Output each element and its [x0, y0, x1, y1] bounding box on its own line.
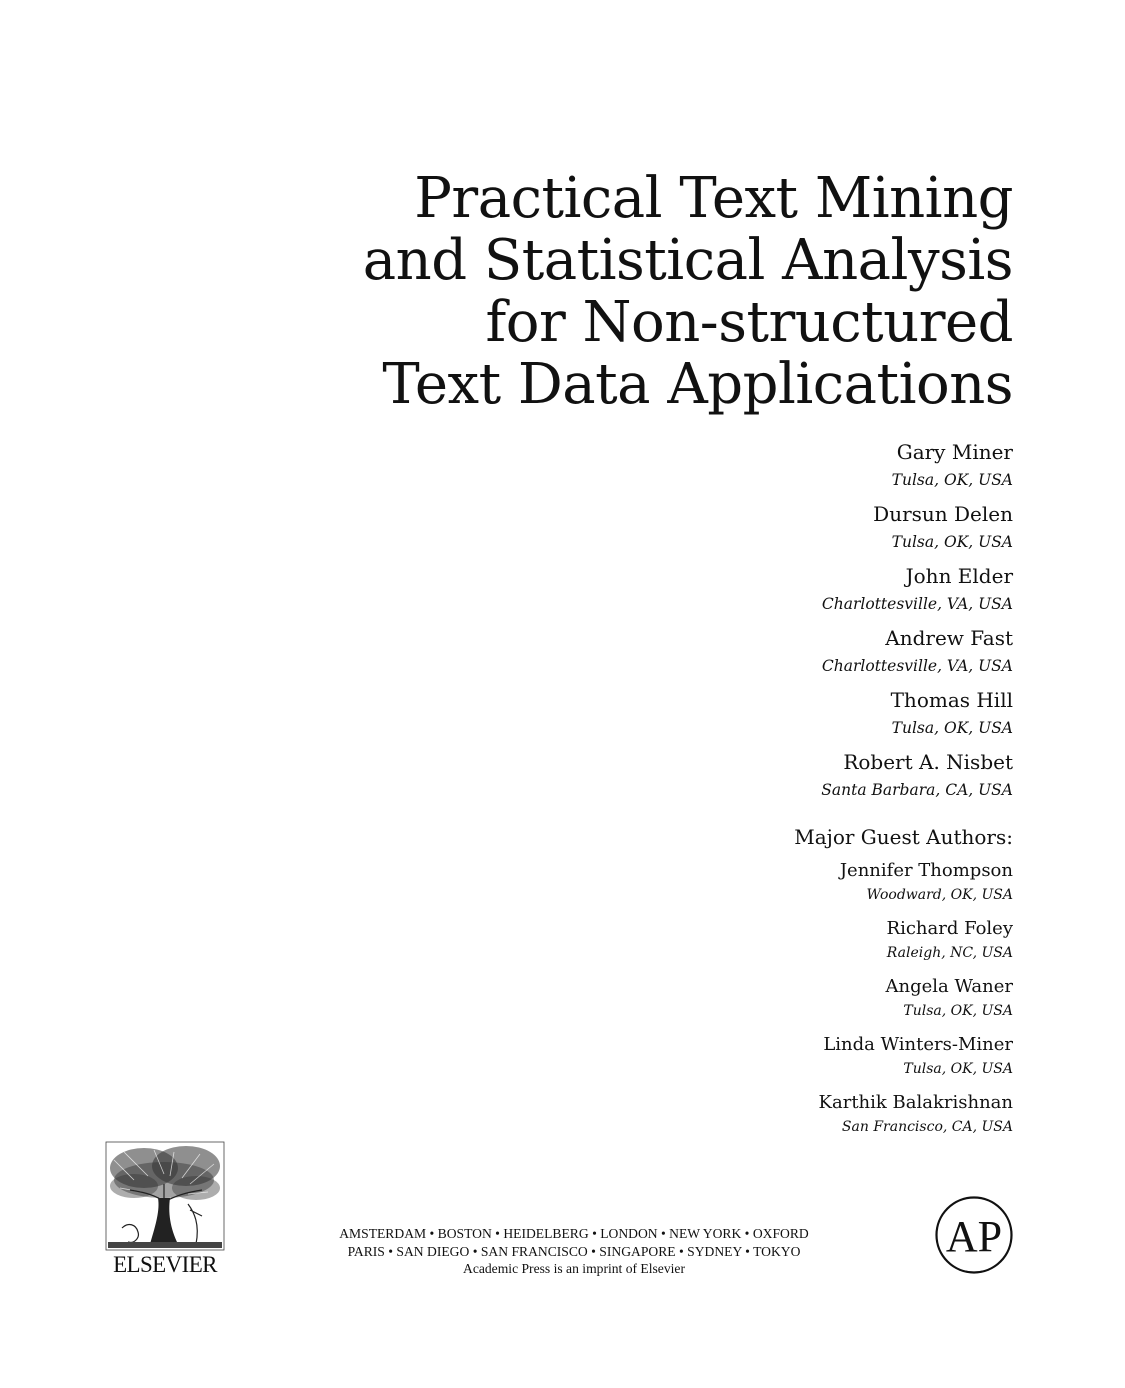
author-entry [513, 748, 1013, 810]
guest-author-name: Richard Foley [886, 918, 1013, 939]
guest-author-location: Tulsa, OK, USA [903, 1003, 1013, 1019]
author-entry [513, 624, 1013, 686]
guest-author-name: Linda Winters-Miner [823, 1034, 1013, 1055]
author-name: Robert A. Nisbet [843, 750, 1013, 774]
ap-logo-letters: AP [945, 1212, 1003, 1261]
guest-author-name: Angela Waner [885, 976, 1013, 997]
imprint-note: Academic Press is an imprint of Elsevier [463, 1261, 685, 1276]
book-title [253, 168, 1013, 416]
author-name: Thomas Hill [890, 688, 1013, 712]
elsevier-wordmark: ELSEVIER [113, 1252, 217, 1277]
guest-author-entry [513, 1090, 1013, 1148]
guest-author-location: Raleigh, NC, USA [886, 945, 1013, 961]
author-location: Charlottesville, VA, USA [821, 595, 1013, 613]
title-line: Practical Text Mining [414, 166, 1013, 231]
guest-author-list [513, 858, 1013, 1148]
author-entry [513, 438, 1013, 500]
author-name: Dursun Delen [873, 502, 1013, 526]
title-line: and Statistical Analysis [362, 228, 1013, 293]
cities-line: AMSTERDAM • BOSTON • HEIDELBERG • LONDON • NEW YORK • OXFORD [339, 1226, 809, 1241]
author-location: Santa Barbara, CA, USA [821, 781, 1013, 799]
author-location: Tulsa, OK, USA [891, 719, 1013, 737]
guest-author-entry [513, 858, 1013, 916]
guest-author-entry [513, 1032, 1013, 1090]
author-entry [513, 562, 1013, 624]
author-name: John Elder [905, 564, 1013, 588]
author-list [513, 438, 1013, 810]
author-entry [513, 500, 1013, 562]
author-name: Andrew Fast [885, 626, 1013, 650]
academic-press-logo-icon [934, 1195, 1014, 1275]
author-name: Gary Miner [896, 440, 1013, 464]
guest-author-location: Woodward, OK, USA [866, 887, 1013, 903]
guest-author-name: Karthik Balakrishnan [818, 1092, 1013, 1113]
guest-author-entry [513, 916, 1013, 974]
author-location: Charlottesville, VA, USA [821, 657, 1013, 675]
guest-author-location: San Francisco, CA, USA [841, 1119, 1013, 1135]
cities-line: PARIS • SAN DIEGO • SAN FRANCISCO • SINGAPORE • SYDNEY • TOKYO [347, 1243, 801, 1259]
guest-author-location: Tulsa, OK, USA [903, 1061, 1013, 1077]
title-line: Text Data Applications [382, 352, 1013, 417]
author-location: Tulsa, OK, USA [891, 533, 1013, 551]
author-entry [513, 686, 1013, 748]
publisher-cities [300, 1225, 848, 1278]
guest-authors-heading: Major Guest Authors: [794, 825, 1013, 849]
guest-author-name: Jennifer Thompson [839, 860, 1013, 881]
guest-author-entry [513, 974, 1013, 1032]
title-line: for Non-structured [485, 290, 1013, 355]
author-location: Tulsa, OK, USA [891, 471, 1013, 489]
